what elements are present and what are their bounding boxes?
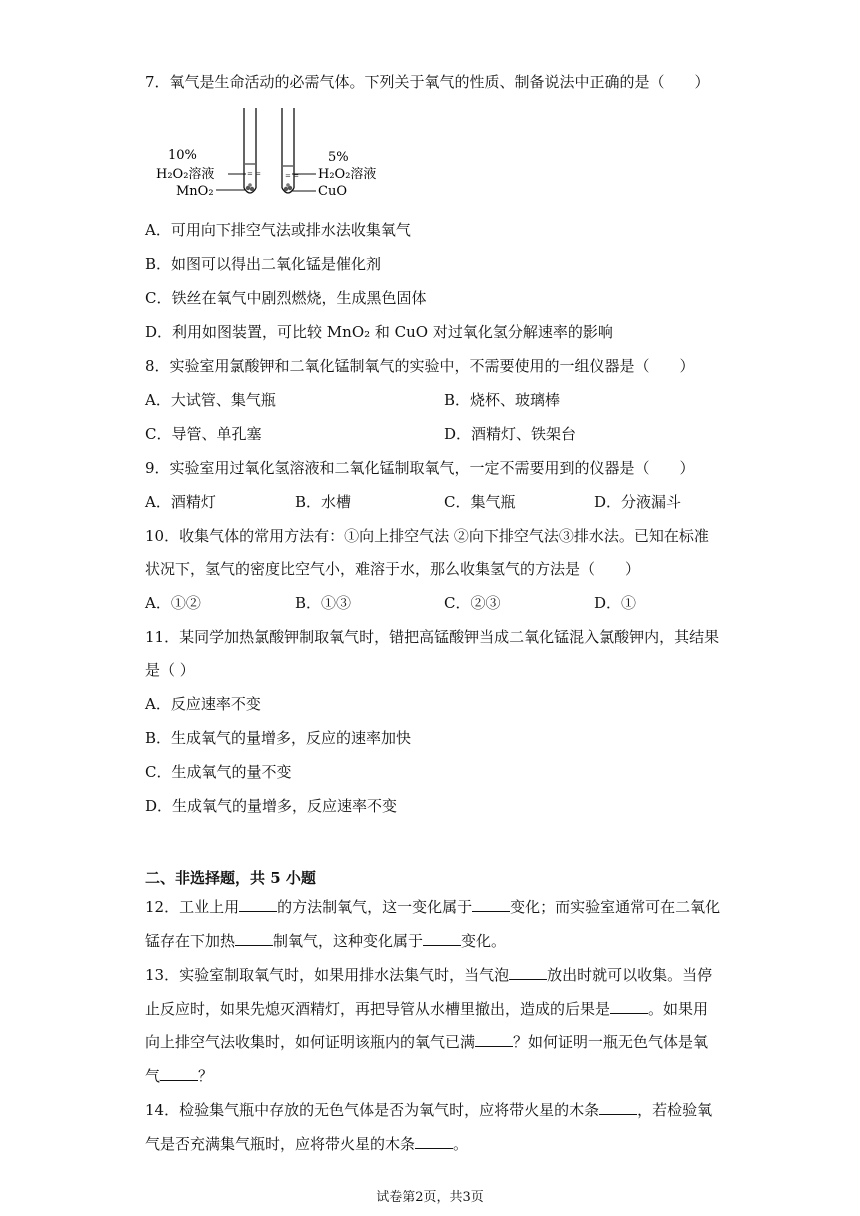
- q14-text-4: 。: [453, 1135, 469, 1153]
- q13-line3: [145, 1032, 708, 1052]
- right-concentration-label: 5%: [328, 150, 349, 165]
- right-test-tube: [282, 108, 299, 193]
- q12-text-1: 12．工业上用: [145, 898, 240, 916]
- page-footer: 试卷第2页，共3页: [376, 1190, 484, 1205]
- right-solid-label: CuO: [318, 184, 347, 199]
- right-solution-label: H₂O₂溶液: [318, 167, 377, 182]
- q12-blank-2: [472, 897, 510, 912]
- q14-text-2: ，若检验氧: [637, 1101, 713, 1119]
- q8-option-c: C．导管、单孔塞: [145, 425, 262, 443]
- q7-stem: 7．氧气是生命活动的必需气体。下列关于氧气的性质、制备说法中正确的是（ ）: [145, 73, 710, 91]
- q11-option-c: C．生成氧气的量不变: [145, 763, 292, 781]
- q9-option-d: D．分液漏斗: [594, 493, 682, 511]
- q14-text-1: 14．检验集气瓶中存放的无色气体是否为氧气时，应将带火星的木条: [145, 1101, 600, 1119]
- q9-stem: 9．实验室用过氧化氢溶液和二氧化锰制取氧气，一定不需要用到的仪器是（ ）: [145, 459, 695, 477]
- q9-option-a: A．酒精灯: [145, 493, 216, 511]
- q13-text-2: 放出时就可以收集。当停: [547, 966, 713, 984]
- q12-line1: [145, 897, 720, 917]
- q8-option-a: A．大试管、集气瓶: [145, 391, 276, 409]
- q8-option-d: D．酒精灯、铁架台: [444, 425, 577, 443]
- q7-option-c: C．铁丝在氧气中剧烈燃烧，生成黑色固体: [145, 289, 427, 307]
- q13-blank-4: [160, 1066, 198, 1081]
- q10-option-a: A．①②: [145, 594, 201, 612]
- q7-option-b: B．如图可以得出二氧化锰是催化剂: [145, 255, 382, 273]
- left-concentration-label: 10%: [168, 148, 197, 163]
- q8-option-b: B．烧杯、玻璃棒: [444, 391, 561, 409]
- q12-blank-3: [235, 931, 273, 946]
- q7-option-d: D．利用如图装置，可比较 MnO₂ 和 CuO 对过氧化氢分解速率的影响: [145, 323, 613, 341]
- q12-text-4: 锰存在下加热: [145, 932, 236, 950]
- q7-option-a: A．可用向下排空气法或排水法收集氧气: [145, 221, 411, 239]
- q13-blank-2: [610, 999, 648, 1014]
- left-test-tube: [244, 108, 261, 193]
- q13-blank-3: [475, 1032, 513, 1047]
- q9-option-b: B．水槽: [295, 493, 352, 511]
- q10-option-c: C．②③: [444, 594, 501, 612]
- test-tube-figure: [150, 104, 390, 200]
- left-solution-label: H₂O₂溶液: [156, 167, 215, 182]
- section-heading: 二、非选择题，共 5 小题: [145, 869, 316, 887]
- q12-text-3: 变化；而实验室通常可在二氧化: [510, 898, 721, 916]
- q12-text-6: 变化。: [461, 932, 507, 950]
- q13-line4: [145, 1066, 213, 1086]
- q8-stem: 8．实验室用氯酸钾和二氧化锰制氧气的实验中，不需要使用的一组仪器是（ ）: [145, 357, 695, 375]
- q14-blank-2: [415, 1134, 453, 1149]
- q11-option-d: D．生成氧气的量增多，反应速率不变: [145, 797, 398, 815]
- q12-text-5: 制氧气，这种变化属于: [273, 932, 424, 950]
- q13-blank-1: [509, 965, 547, 980]
- q13-text-5: 向上排空气法收集时，如何证明该瓶内的氧气已满: [145, 1033, 476, 1051]
- q11-stem-line1: 11．某同学加热氯酸钾制取氧气时，错把高锰酸钾当成二氧化锰混入氯酸钾内，其结果: [145, 628, 720, 646]
- q10-option-d: D．①: [594, 594, 637, 612]
- q13-text-7: 气: [145, 1067, 161, 1085]
- q14-blank-1: [599, 1100, 637, 1115]
- q14-line1: [145, 1100, 712, 1120]
- svg-text:= =: = =: [247, 170, 261, 178]
- q13-text-4: 。如果用: [648, 1000, 709, 1018]
- q12-blank-1: [239, 897, 277, 912]
- q10-stem-line2: 状况下，氢气的密度比空气小，难溶于水，那么收集氢气的方法是（ ）: [145, 560, 641, 578]
- q10-stem-line1: 10．收集气体的常用方法有：①向上排空气法 ②向下排空气法③排水法。已知在标准: [145, 527, 709, 545]
- q11-option-a: A．反应速率不变: [145, 695, 261, 713]
- q14-line2: [145, 1134, 468, 1154]
- q12-line2: [145, 931, 506, 951]
- q13-line2: [145, 999, 708, 1019]
- q13-text-3: 止反应时，如果先熄灭酒精灯，再把导管从水槽里撤出，造成的后果是: [145, 1000, 611, 1018]
- left-solid-label: MnO₂: [176, 184, 214, 199]
- q12-blank-4: [423, 931, 461, 946]
- q9-option-c: C．集气瓶: [444, 493, 516, 511]
- q11-option-b: B．生成氧气的量增多，反应的速率加快: [145, 729, 412, 747]
- q12-text-2: 的方法制氧气，这一变化属于: [277, 898, 473, 916]
- q13-text-1: 13．实验室制取氧气时，如果用排水法集气时，当气泡: [145, 966, 510, 984]
- q14-text-3: 气是否充满集气瓶时，应将带火星的木条: [145, 1135, 416, 1153]
- q13-text-6: ？如何证明一瓶无色气体是氧: [513, 1033, 709, 1051]
- q11-stem-line2: 是（ ）: [145, 661, 195, 679]
- q13-text-8: ？: [198, 1067, 214, 1085]
- svg-text:= =: = =: [285, 172, 299, 180]
- q13-line1: [145, 965, 712, 985]
- q10-option-b: B．①③: [295, 594, 352, 612]
